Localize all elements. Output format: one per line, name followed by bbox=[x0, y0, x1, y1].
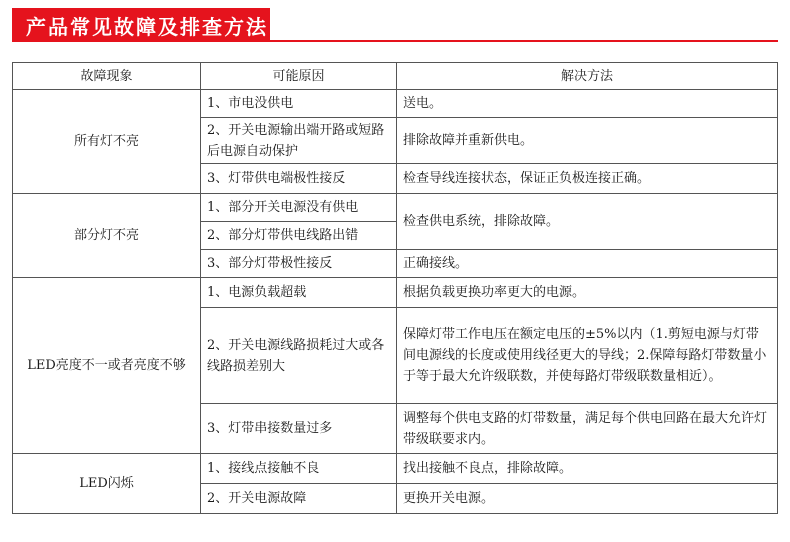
cause-cell: 1、接线点接触不良 bbox=[201, 454, 397, 484]
cause-cell: 3、灯带供电端极性接反 bbox=[201, 164, 397, 194]
table-row bbox=[13, 194, 778, 222]
phenomenon-cell: LED亮度不一或者亮度不够 bbox=[13, 278, 201, 454]
cause-cell: 1、市电没供电 bbox=[201, 90, 397, 118]
solution-cell: 调整每个供电支路的灯带数量，满足每个供电回路在最大允许灯带级联要求内。 bbox=[397, 404, 778, 454]
cause-cell: 2、开关电源线路损耗过大或各线路损差别大 bbox=[201, 308, 397, 404]
table-row bbox=[13, 454, 778, 484]
cause-cell: 3、部分灯带极性接反 bbox=[201, 250, 397, 278]
solution-cell: 保障灯带工作电压在额定电压的±5%以内（1.剪短电源与灯带间电源线的长度或使用线径更大的导线；2.保障每路灯带数量小于等于最大允许级联数，并使每路灯带级联数量相近）。 bbox=[397, 308, 778, 404]
solution-cell: 排除故障并重新供电。 bbox=[397, 118, 778, 164]
cause-cell: 1、电源负载超载 bbox=[201, 278, 397, 308]
cause-cell: 3、灯带串接数量过多 bbox=[201, 404, 397, 454]
cause-cell: 2、开关电源故障 bbox=[201, 484, 397, 514]
phenomenon-cell: 所有灯不亮 bbox=[13, 90, 201, 194]
solution-cell: 找出接触不良点，排除故障。 bbox=[397, 454, 778, 484]
header-cause: 可能原因 bbox=[201, 63, 397, 90]
solution-cell: 根据负载更换功率更大的电源。 bbox=[397, 278, 778, 308]
phenomenon-cell: 部分灯不亮 bbox=[13, 194, 201, 278]
header-solution: 解决方法 bbox=[397, 63, 778, 90]
solution-cell: 检查供电系统，排除故障。 bbox=[397, 194, 778, 250]
title-underline bbox=[270, 40, 778, 42]
solution-cell: 更换开关电源。 bbox=[397, 484, 778, 514]
cause-cell: 1、部分开关电源没有供电 bbox=[201, 194, 397, 222]
solution-cell: 检查导线连接状态，保证正负极连接正确。 bbox=[397, 164, 778, 194]
header-phenomenon: 故障现象 bbox=[13, 63, 201, 90]
section-title-bar bbox=[12, 8, 270, 42]
table-row bbox=[13, 278, 778, 308]
solution-cell: 正确接线。 bbox=[397, 250, 778, 278]
table-header-row bbox=[13, 63, 778, 90]
fault-table bbox=[12, 62, 778, 514]
cause-cell: 2、开关电源输出端开路或短路后电源自动保护 bbox=[201, 118, 397, 164]
solution-cell: 送电。 bbox=[397, 90, 778, 118]
table-row bbox=[13, 90, 778, 118]
section-title: 产品常见故障及排查方法 bbox=[26, 14, 268, 39]
cause-cell: 2、部分灯带供电线路出错 bbox=[201, 222, 397, 250]
phenomenon-cell: LED闪烁 bbox=[13, 454, 201, 514]
